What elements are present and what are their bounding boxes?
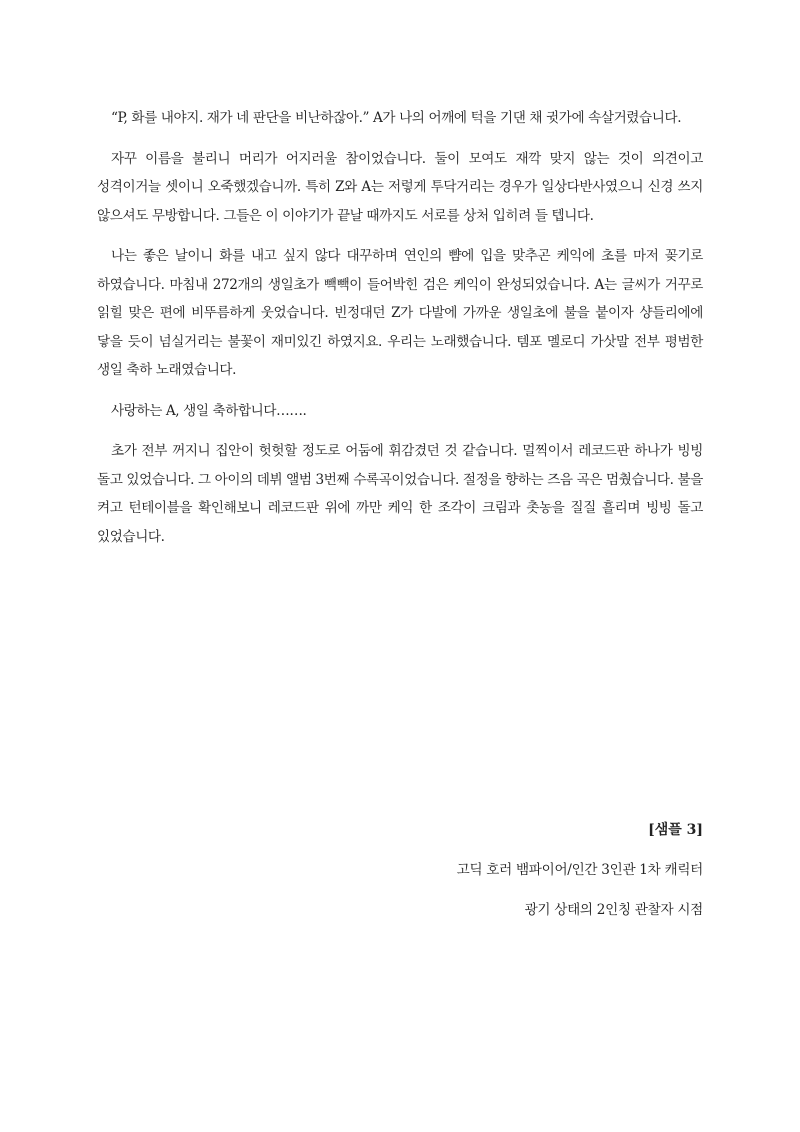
paragraph-4: 사랑하는 A, 생일 축하합니다……. — [111, 402, 307, 419]
sample-viewpoint: 광기 상태의 2인칭 관찰자 시점 — [524, 902, 703, 918]
story-body — [97, 104, 703, 563]
paragraph-2: 자꾸 이름을 불리니 머리가 어지러울 참이었습니다. 둘이 모여도 재깍 맞지 않는 것이 의견이고 성격이거늘 셋이니 오죽했겠습니까. 특히 Z와 A는 저렇게 투닥거리는 경우가 일상다반사였으니 신경 쓰지 않으셔도 무방합니다. 그들은 이 이야기가 끝날 때까지도 서로를 상처 입히려 들 텝니다. — [97, 150, 703, 224]
paragraph-1: “P, 화를 내야지. 재가 네 판단을 비난하잖아.” A가 나의 어깨에 턱을 기댄 채 귓가에 속살거렸습니다. — [111, 110, 682, 126]
sample-label: [샘플 3] — [648, 822, 703, 838]
paragraph-5: 초가 전부 꺼지니 집안이 헛헛할 정도로 어둠에 휘감겼던 것 같습니다. 멀찍이서 레코드판 하나가 빙빙 돌고 있었습니다. 그 아이의 데뷔 앨범 3번째 수록곡이었습니다. 절정을 향하는 즈음 곡은 멈췄습니다. 불을 켜고 턴테이블을 확인해보니 레코드판 위에 까만 케익 한 조각이 크림과 촛농을 질질 흘리며 빙빙 돌고 있었습니다. — [97, 443, 703, 545]
paragraph-3: 나는 좋은 날이니 화를 내고 싶지 않다 대꾸하며 연인의 뺨에 입을 맞추곤 케익에 초를 마저 꽂기로 하였습니다. 마침내 272개의 생일초가 빽빽이 들어박힌 검은 케익이 완성되었습니다. A는 글씨가 거꾸로 읽힐 맞은 편에 비뚜름하게 웃었습니다. 빈정대던 Z가 다발에 가까운 생일초에 불을 붙이자 샹들리에에 닿을 듯이 넘실거리는 불꽃이 재미있긴 하였지요. 우리는 노래했습니다. 템포 멜로디 가삿말 전부 평범한 생일 축하 노래였습니다. — [97, 248, 703, 378]
sample-genre: 고딕 호러 뱀파이어/인간 3인관 1차 캐릭터 — [456, 862, 703, 878]
sample-info — [203, 820, 703, 940]
